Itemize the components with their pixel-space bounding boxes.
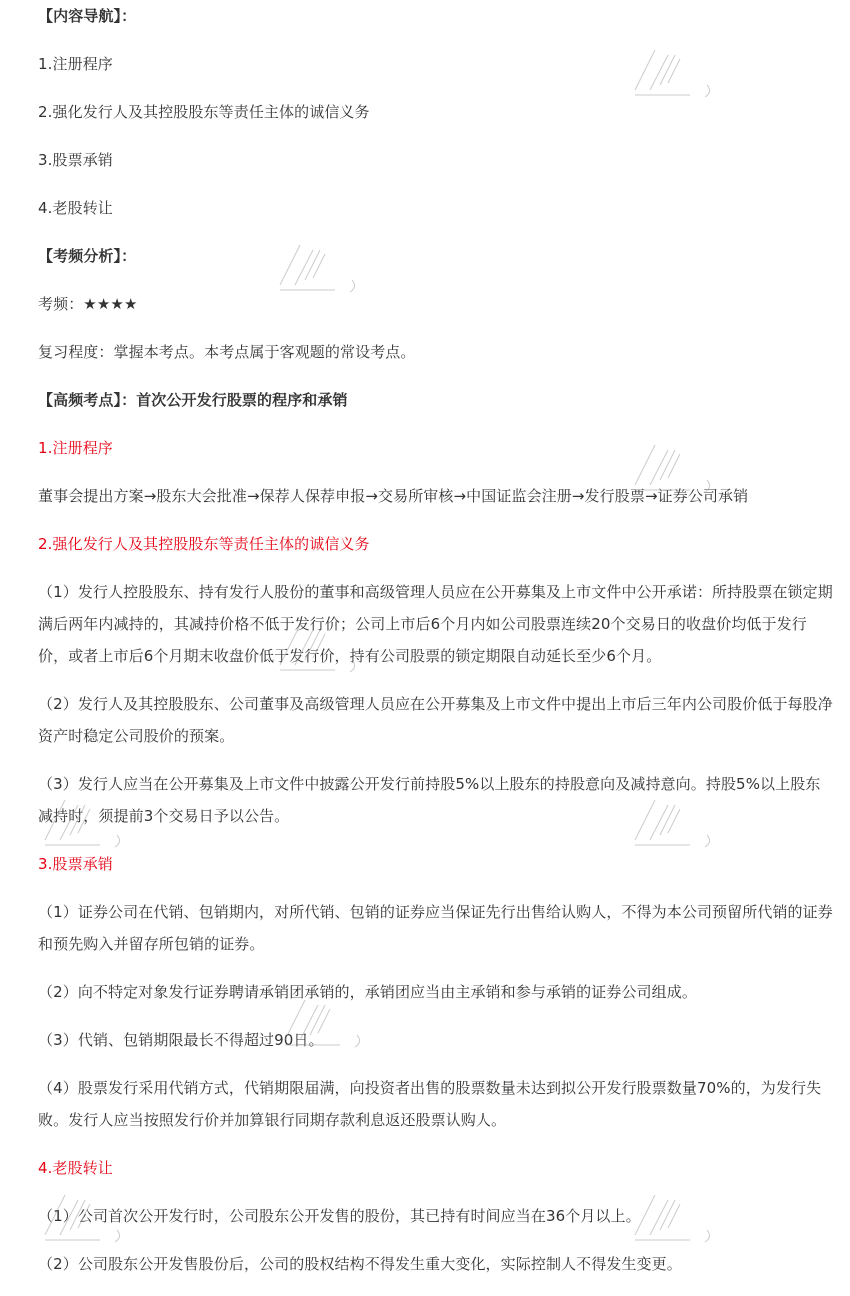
section-heading-2: 2.强化发行人及其控股股东等责任主体的诚信义务 xyxy=(38,535,370,553)
document xyxy=(38,0,834,1296)
nav-item-4: 4.老股转让 xyxy=(38,199,113,217)
frequency: 考频：★★★★ xyxy=(38,295,138,313)
section-3-item: （2）向不特定对象发行证券聘请承销团承销的，承销团应当由主承销和参与承销的证券公司组成。 xyxy=(38,983,697,1001)
nav-item-1: 1.注册程序 xyxy=(38,55,113,73)
section-4-item: （2）公司股东公开发售股份后，公司的股权结构不得发生重大变化，实际控制人不得发生变更。 xyxy=(38,1255,682,1273)
section-2-item: （3）发行人应当在公开募集及上市文件中披露公开发行前持股5%以上股东的持股意向及减持意向。持股5%以上股东减持时，须提前3个交易日予以公告。 xyxy=(38,775,821,825)
section-heading-3: 3.股票承销 xyxy=(38,855,113,873)
section-heading-1: 1.注册程序 xyxy=(38,439,113,457)
analysis-title: 【考频分析】： xyxy=(38,247,137,265)
key-point-title: 【高频考点】：首次公开发行股票的程序和承销 xyxy=(38,391,348,409)
section-2-item: （2）发行人及其控股股东、公司董事及高级管理人员应在公开募集及上市文件中提出上市后三年内公司股价低于每股净资产时稳定公司股价的预案。 xyxy=(38,695,833,745)
section-3-item: （1）证券公司在代销、包销期内，对所代销、包销的证券应当保证先行出售给认购人，不得为本公司预留所代销的证券和预先购入并留存所包销的证券。 xyxy=(38,903,833,953)
section-heading-4: 4.老股转让 xyxy=(38,1159,113,1177)
nav-item-2: 2.强化发行人及其控股股东等责任主体的诚信义务 xyxy=(38,103,370,121)
section-2-item: （1）发行人控股股东、持有发行人股份的董事和高级管理人员应在公开募集及上市文件中公开承诺：所持股票在锁定期满后两年内减持的，其减持价格不低于发行价；公司上市后6个月内如公司股票连续20个交易日的收盘价均低于发行价，或者上市后6个月期末收盘价低于发行价，持有公司股票的锁定期限自动延长至少6个月。 xyxy=(38,583,833,665)
section-3-item: （3）代销、包销期限最长不得超过90日。 xyxy=(38,1031,324,1049)
section-4-item: （1）公司首次公开发行时，公司股东公开发售的股份，其已持有时间应当在36个月以上。 xyxy=(38,1207,641,1225)
review-level: 复习程度：掌握本考点。本考点属于客观题的常设考点。 xyxy=(38,343,416,361)
nav-title: 【内容导航】： xyxy=(38,7,137,25)
section-3-item: （4）股票发行采用代销方式，代销期限届满，向投资者出售的股票数量未达到拟公开发行股票数量70%的，为发行失败。发行人应当按照发行价并加算银行同期存款利息返还股票认购人。 xyxy=(38,1079,822,1129)
section-1-text: 董事会提出方案→股东大会批准→保荐人保荐申报→交易所审核→中国证监会注册→发行股票→证券公司承销 xyxy=(38,487,749,505)
nav-item-3: 3.股票承销 xyxy=(38,151,113,169)
